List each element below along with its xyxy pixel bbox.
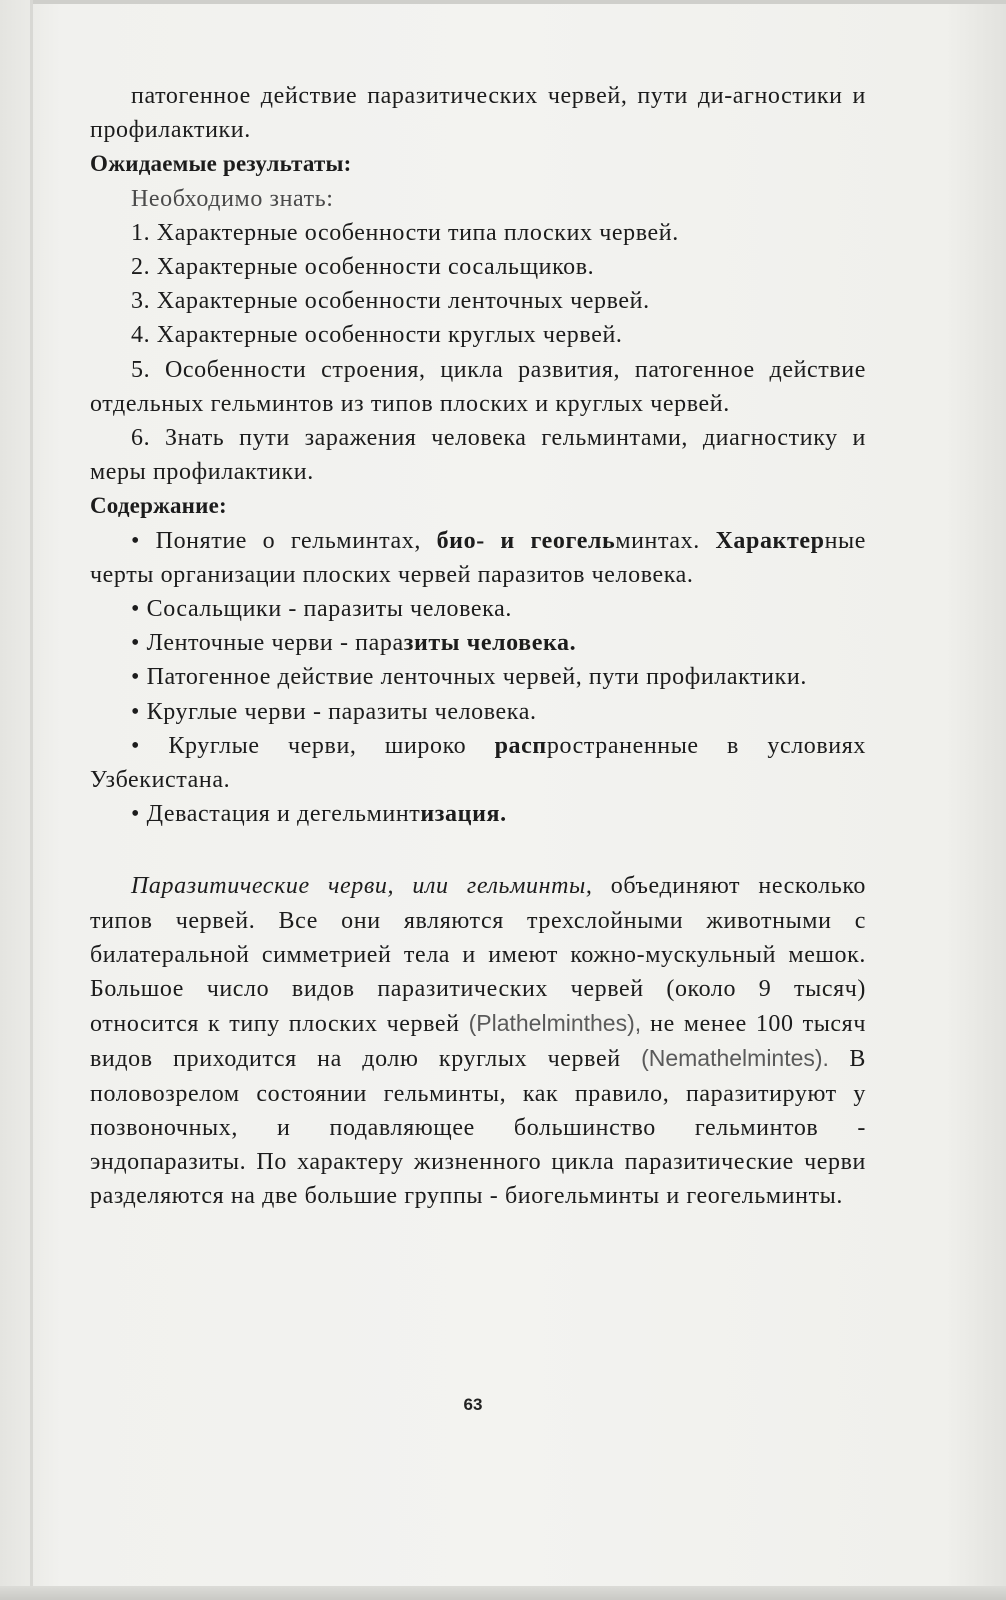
list-item-3: 3. Характерные особенности ленточных червей. [131,288,650,315]
bullet-6-part-b: расп [494,732,547,759]
bullet-3 [90,626,866,660]
main-paragraph-part-2: не менее 100 тысяч видов приходится на долю круглых червей [90,1011,866,1073]
bullet-6-part-c: ространенные в условиях Узбекистана. [90,732,866,794]
bullet-6-part-a: • Круглые черви, широко [131,732,495,759]
expected-results-heading: Ожидаемые результаты: [90,151,352,177]
must-know-label: Необходимо знать: [131,185,334,212]
bullet-7-part-b: изация. [420,801,507,828]
intro-paragraph: патогенное действие паразитических червей, пути ди-агностики и профилактики. [90,83,866,144]
bullet-6 [90,729,866,797]
bullet-4: • Патогенное действие ленточных червей, пути профилактики. [131,664,807,691]
bullet-1 [90,524,866,592]
latin-term-nemathelmintes: (Nemathelmintes). [641,1045,829,1072]
bullet-7 [90,797,866,831]
list-item-6: 6. Знать пути заражения человека гельминтами, диагностику и меры профилактики. [90,425,866,486]
latin-term-plathelminthes: (Plathelminthes), [468,1010,642,1037]
main-paragraph-italic-term: Паразитические черви, или гельминты, [131,873,593,900]
list-item-5: 5. Особенности строения, цикла развития, патогенное действие отдельных гельминтов из типов плоских и круглых червей. [90,356,866,417]
content-heading: Содержание: [90,493,227,519]
page-text [90,79,866,1214]
main-paragraph [90,869,866,1213]
bullet-1-part-a: • Понятие о гельминтах, [131,527,437,554]
page-left-edge [30,0,33,1600]
bullet-3-part-b: зиты человека. [403,630,577,657]
paragraph-gap [90,831,866,869]
page-number: 63 [463,1395,483,1414]
page-top-edge [30,0,1006,4]
page-bottom-edge [0,1586,1006,1600]
list-item-4: 4. Характерные особенности круглых червей. [131,322,623,349]
list-item-2: 2. Характерные особенности сосальщиков. [131,254,595,281]
bullet-1-part-c: минтах. [615,527,716,554]
bullet-3-part-a: • Ленточные черви - пара [131,630,404,657]
bullet-5: • Круглые черви - паразиты человека. [131,698,537,725]
main-paragraph-part-1: объединяют несколько типов червей. Все они являются трехслойными животными с билатеральной симметрией тела и имеют кожно-мускульный мешок. Большое число видов паразитических червей (около 9 тысяч) относится к типу плоских червей [90,873,867,1038]
list-item-1: 1. Характерные особенности типа плоских червей. [131,219,679,246]
bullet-1-part-b: био- и геогель [436,527,616,554]
bullet-2: • Сосальщики - паразиты человека. [131,596,512,623]
bullet-1-part-d: Характер [715,527,825,554]
main-paragraph-part-3: В половозрелом состоянии гельминты, как правило, паразитируют у позвоночных, и подавляющее большинство гельминтов - эндопаразиты. По характеру жизненного цикла паразитические черви разделяются на две большие группы - биогельминты и геогельминты. [90,1046,866,1210]
bullet-1-part-e: ные черты организации плоских червей паразитов человека. [90,527,866,588]
bullet-7-part-a: • Девастация и дегельминт [131,801,421,828]
